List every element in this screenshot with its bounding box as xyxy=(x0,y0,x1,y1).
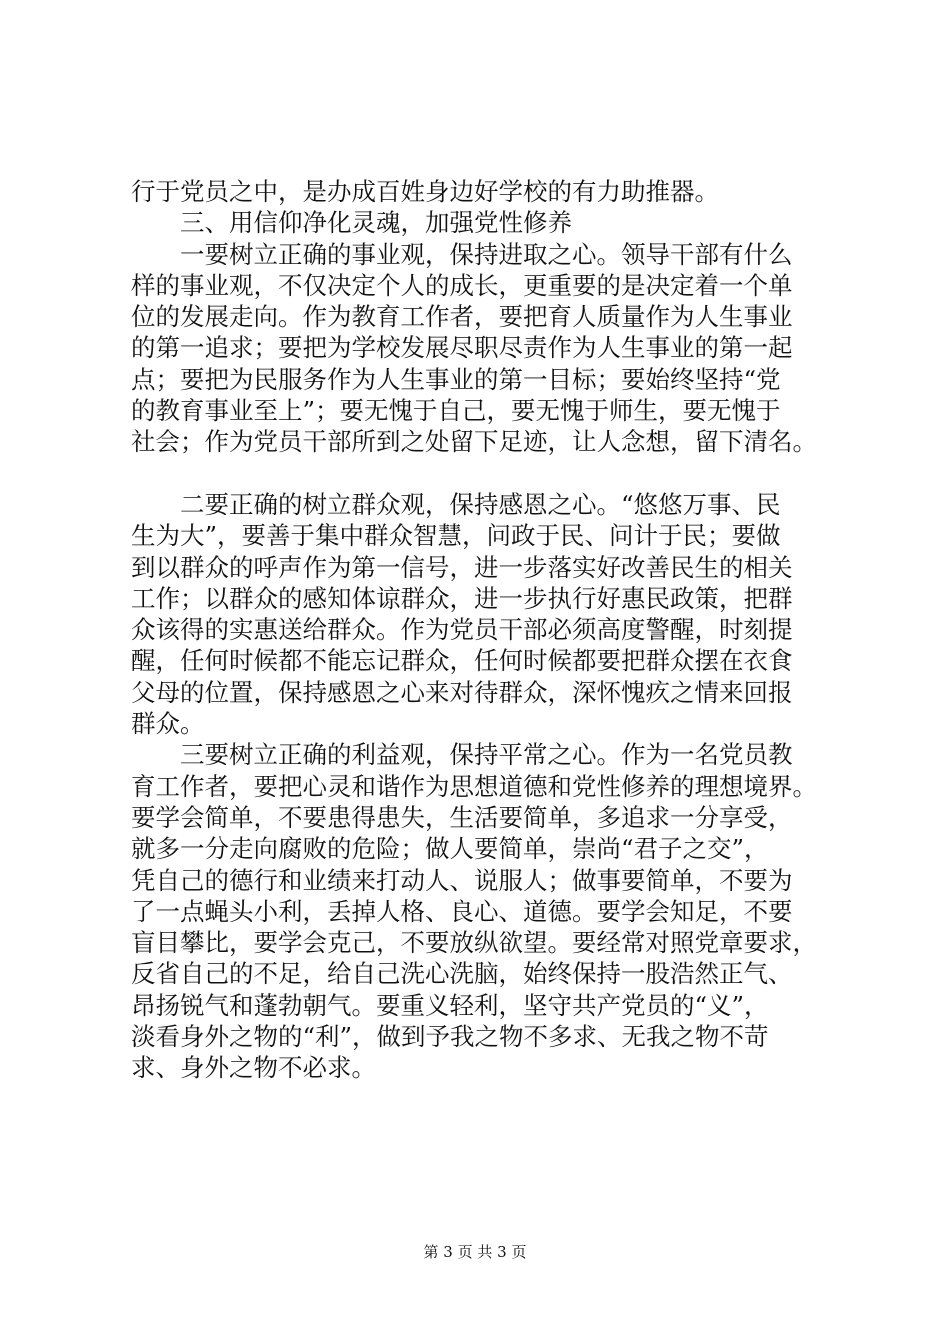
text-line: 群众。 xyxy=(131,709,205,739)
text-line: 就多一分走向腐败的危险；做人要简单，崇尚“君子之交”， xyxy=(131,834,769,864)
page-number-label: 第 3 页 共 3 页 xyxy=(423,1243,527,1261)
text-line: 父母的位置，保持感恩之心来对待群众，深怀愧疚之情来回报 xyxy=(131,677,793,707)
section-heading: 三、用信仰净化灵魂，加强党性修养 xyxy=(131,208,572,238)
text-line: 反省自己的不足，给自己洗心洗脑，始终保持一股浩然正气、 xyxy=(131,959,793,989)
text-line: 要学会简单，不要患得患失，生活要简单，多追求一分享受， xyxy=(131,802,793,832)
text-line: 的第一追求；要把为学校发展尽职尽责作为人生事业的第一起 xyxy=(131,333,793,363)
text-line: 淡看身外之物的“利”，做到予我之物不多求、无我之物不苛 xyxy=(131,1022,769,1052)
text-line: 点；要把为民服务作为人生事业的第一目标；要始终坚持“党 xyxy=(131,364,781,394)
text-line: 求、身外之物不必求。 xyxy=(131,1053,376,1083)
text-line: 盲目攀比，要学会克己，不要放纵欲望。要经常对照党章要求， xyxy=(131,928,817,958)
text-line: 了一点蝇头小利，丢掉人格、良心、道德。要学会知足，不要 xyxy=(131,896,793,926)
paragraph-gap xyxy=(131,458,831,489)
text-line: 社会；作为党员干部所到之处留下足迹，让人念想，留下清名。 xyxy=(131,427,817,457)
text-line: 昂扬锐气和蓬勃朝气。要重义轻利，坚守共产党员的“义”， xyxy=(131,990,769,1020)
text-line: 三要树立正确的利益观，保持平常之心。作为一名党员教 xyxy=(131,740,793,770)
text-line: 众该得的实惠送给群众。作为党员干部必须高度警醒，时刻提 xyxy=(131,615,793,645)
text-line: 育工作者，要把心灵和谐作为思想道德和党性修养的理想境界。 xyxy=(131,771,817,801)
text-line: 二要正确的树立群众观，保持感恩之心。“悠悠万事、民 xyxy=(131,489,781,519)
text-line: 生为大”，要善于集中群众智慧，问政于民、问计于民；要做 xyxy=(131,521,781,551)
page-footer xyxy=(0,1242,950,1262)
text-line: 醒，任何时候都不能忘记群众，任何时候都要把群众摆在衣食 xyxy=(131,646,793,676)
text-line: 凭自己的德行和业绩来打动人、说服人；做事要简单，不要为 xyxy=(131,865,793,895)
text-line: 的教育事业至上”；要无愧于自己，要无愧于师生，要无愧于 xyxy=(131,396,781,426)
text-line: 样的事业观，不仅决定个人的成长，更重要的是决定着一个单 xyxy=(131,270,793,300)
text-line: 一要树立正确的事业观，保持进取之心。领导干部有什么 xyxy=(131,239,793,269)
text-line: 到以群众的呼声作为第一信号，进一步落实好改善民生的相关 xyxy=(131,552,793,582)
text-line: 行于党员之中，是办成百姓身边好学校的有力助推器。 xyxy=(131,177,719,206)
document-body xyxy=(131,176,831,1084)
text-line: 位的发展走向。作为教育工作者，要把育人质量作为人生事业 xyxy=(131,302,793,332)
text-line: 工作；以群众的感知体谅群众，进一步执行好惠民政策，把群 xyxy=(131,583,793,613)
